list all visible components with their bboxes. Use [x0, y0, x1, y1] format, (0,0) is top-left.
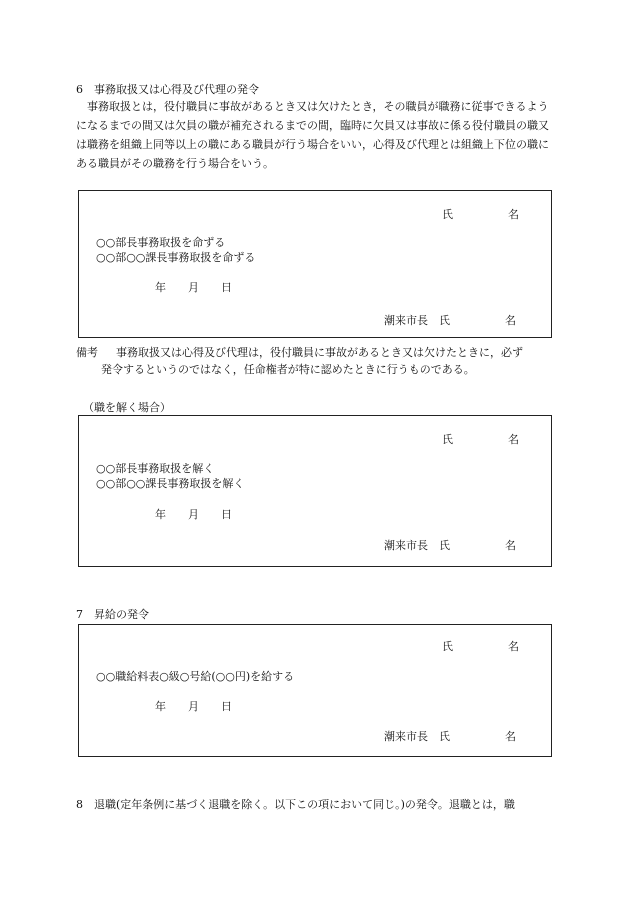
remark-label: 備考	[76, 346, 98, 359]
remark-line-1: 事務取扱又は心得及び代理は，役付職員に事故があるとき又は欠けたときに，必ず	[116, 346, 523, 359]
notice-box-acting-appointment	[78, 190, 552, 338]
section-7-heading: 7 昇給の発令	[76, 608, 149, 621]
notice-line-2: ○○部○○課長事務取扱を命ずる	[96, 251, 256, 264]
name-label: 氏 名	[442, 433, 519, 446]
notice-line-1: ○○部長事務取扱を命ずる	[96, 236, 226, 249]
section-8-heading: 8 退職(定年条例に基づく退職を除く。以下この項において同じ。)の発令。退職とは，職	[76, 798, 515, 811]
sub-heading-dismissal: （職を解く場合）	[83, 401, 171, 414]
date-line: 年 月 日	[155, 700, 232, 713]
remark-line-2: 発令するというのではなく，任命権者が特に認めたときに行うものである。	[101, 363, 475, 376]
signer-line: 潮来市長 氏 名	[384, 730, 516, 743]
signer-line: 潮来市長 氏 名	[384, 539, 516, 552]
section-6-heading: 6 事務取扱又は心得及び代理の発令	[76, 83, 259, 96]
name-label: 氏 名	[442, 208, 519, 221]
notice-box-dismissal	[78, 415, 552, 567]
date-line: 年 月 日	[155, 508, 232, 521]
section-6-body: 事務取扱とは，役付職員に事故があるとき又は欠けたとき，その職員が職務に従事できるようになるまでの間又は欠員の職が補充されるまでの間，臨時に欠員又は事故に係る役付職員の職又は職務を組織上同等以上の職にある職員が行う場合をいい，心得及び代理とは組織上下位の職にある職員がその職務を行う場合をいう。	[76, 100, 549, 170]
name-label: 氏 名	[442, 640, 519, 653]
notice-line-1: ○○部長事務取扱を解く	[96, 462, 215, 475]
date-line: 年 月 日	[155, 281, 232, 294]
notice-box-pay-raise	[78, 624, 552, 757]
notice-line-1: ○○職給料表○級○号給(○○円)を給する	[96, 670, 295, 683]
signer-line: 潮来市長 氏 名	[384, 314, 516, 327]
notice-line-2: ○○部○○課長事務取扱を解く	[96, 477, 245, 490]
